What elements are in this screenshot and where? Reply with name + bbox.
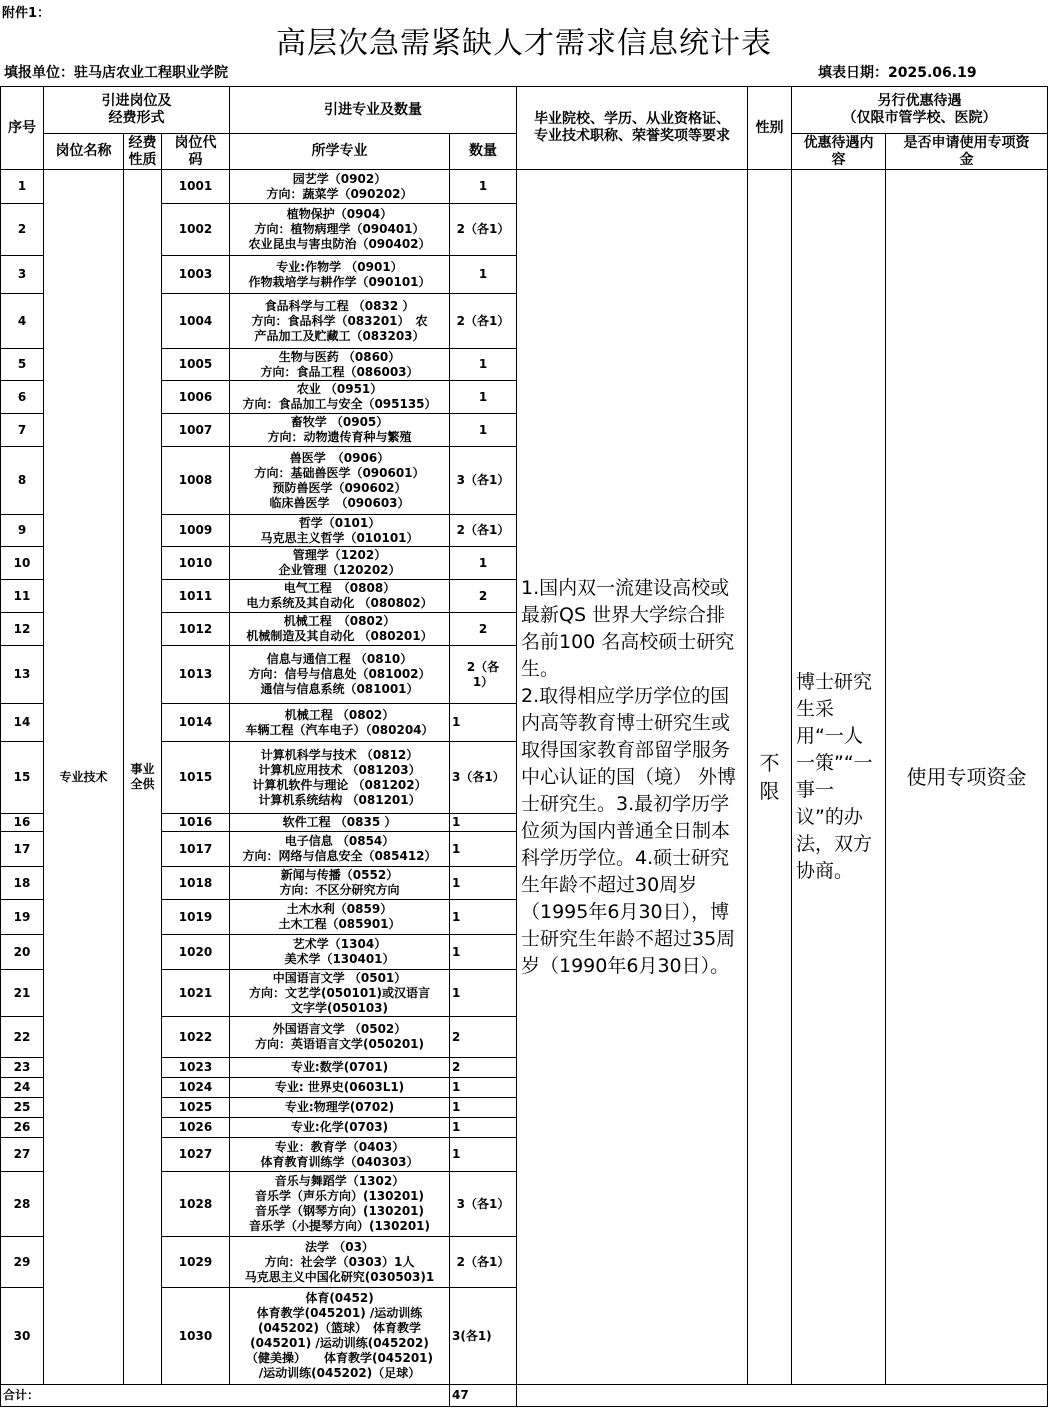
row-count: 2（各1） (450, 515, 517, 547)
row-seq: 21 (1, 970, 44, 1017)
row-seq: 26 (1, 1118, 44, 1138)
row-seq: 19 (1, 900, 44, 935)
row-post-code: 1003 (162, 256, 230, 294)
row-major: 专业：教育学（0403） 体育教育训练学（040303） (230, 1138, 450, 1172)
row-count: 2（各1） (450, 294, 517, 349)
row-seq: 4 (1, 294, 44, 349)
row-major: 专业:作物学 （0901） 作物栽培学与耕作学（090101） (230, 256, 450, 294)
special-fund-cell: 使用专项资金 (886, 170, 1048, 1385)
header-requirements: 毕业院校、学历、从业资格证、 专业技术职称、荣誉奖项等要求 (517, 87, 748, 170)
row-major: 兽医学 （0906） 方向：基础兽医学（090601） 预防兽医学（090602） 临床兽医学 （090603） (230, 447, 450, 515)
row-count: 2 (450, 613, 517, 646)
row-major: 软件工程 （0835 ） (230, 814, 450, 832)
row-seq: 12 (1, 613, 44, 646)
row-major: 艺术学（1304） 美术学（130401） (230, 935, 450, 970)
row-count: 2（各1） (450, 1237, 517, 1288)
row-seq: 13 (1, 646, 44, 704)
row-major: 园艺学（0902） 方向：蔬菜学（090202） (230, 170, 450, 204)
row-post-code: 1019 (162, 900, 230, 935)
row-major: 农业 （0951） 方向：食品加工与安全（095135） (230, 381, 450, 414)
row-major: 新闻与传播（0552） 方向：不区分研究方向 (230, 867, 450, 900)
row-count: 1 (450, 1118, 517, 1138)
total-empty (517, 1385, 1048, 1407)
row-major: 生物与医药 （0860） 方向：食品工程（086003） (230, 349, 450, 381)
row-seq: 6 (1, 381, 44, 414)
funding-cell: 事业 全供 (124, 170, 162, 1385)
attachment-label: 附件1： (2, 6, 51, 21)
row-major: 机械工程 （0802） 机械制造及其自动化 （080201） (230, 613, 450, 646)
row-count: 2（各1） (450, 204, 517, 256)
row-post-code: 1027 (162, 1138, 230, 1172)
row-seq: 16 (1, 814, 44, 832)
row-post-code: 1011 (162, 580, 230, 613)
row-major: 计算机科学与技术 （0812） 计算机应用技术 （081203） 计算机软件与理论 （081202） 计算机系统结构 （081201） (230, 742, 450, 814)
row-count: 1 (450, 256, 517, 294)
header-funding: 经费 性质 (124, 134, 162, 170)
row-post-code: 1010 (162, 547, 230, 580)
row-major: 管理学（1202） 企业管理（120202） (230, 547, 450, 580)
row-post-code: 1006 (162, 381, 230, 414)
row-major: 音乐与舞蹈学（1302） 音乐学（声乐方向）(130201) 音乐学（钢琴方向）(130201) 音乐学（小提琴方向）(130201) (230, 1172, 450, 1237)
header-major-group: 引进专业及数量 (230, 87, 517, 134)
header-post-group: 引进岗位及 经费形式 (44, 87, 230, 134)
row-count: 1 (450, 900, 517, 935)
row-count: 2 (450, 1058, 517, 1078)
row-count: 1 (450, 704, 517, 742)
row-post-code: 1026 (162, 1118, 230, 1138)
total-label: 合计： (1, 1385, 450, 1407)
row-post-code: 1007 (162, 414, 230, 447)
row-count: 1 (450, 832, 517, 867)
fill-date: 填表日期：2025.06.19 (818, 65, 977, 81)
header-seq: 序号 (1, 87, 44, 170)
demand-table (0, 86, 1048, 1407)
requirements-cell: 1.国内双一流建设高校或最新QS 世界大学综合排名前100 名高校硕士研究生。 2.取得相应学历学位的国内高等教育博士研究生或取得国家教育部留学服务中心认证的国（境） 外博士研究生。3.最初学历学位须为国内普通全日制本科学历学位。4.硕士研究生年龄不超过30周岁（1995年6月30日），博士研究生年龄不超过35周岁（1990年6月30日）。 (517, 170, 748, 1385)
page-title: 高层次急需紧缺人才需求信息统计表 (276, 26, 772, 61)
table-row (1, 170, 1048, 204)
row-seq: 28 (1, 1172, 44, 1237)
total-value: 47 (450, 1385, 517, 1407)
gender-cell: 不 限 (748, 170, 792, 1385)
row-post-code: 1021 (162, 970, 230, 1017)
row-post-code: 1025 (162, 1098, 230, 1118)
row-seq: 9 (1, 515, 44, 547)
row-seq: 3 (1, 256, 44, 294)
row-count: 3（各1） (450, 742, 517, 814)
row-count: 1 (450, 381, 517, 414)
row-count: 1 (450, 170, 517, 204)
row-post-code: 1015 (162, 742, 230, 814)
header-special-fund: 是否申请使用专项资 金 (886, 134, 1048, 170)
row-post-code: 1004 (162, 294, 230, 349)
row-post-code: 1020 (162, 935, 230, 970)
row-post-code: 1014 (162, 704, 230, 742)
row-seq: 1 (1, 170, 44, 204)
row-count: 3（各1） (450, 1172, 517, 1237)
header-benefit-group: 另行优惠待遇 （仅限市管学校、医院） (792, 87, 1048, 134)
row-major: 中国语言文学 （0501） 方向：文艺学(050101)或汉语言 文字学(050103) (230, 970, 450, 1017)
row-major: 法学 （03） 方向：社会学（0303）1人 马克思主义中国化研究(030503)1 (230, 1237, 450, 1288)
row-major: 电气工程 （0808） 电力系统及其自动化 （080802） (230, 580, 450, 613)
row-post-code: 1017 (162, 832, 230, 867)
row-seq: 15 (1, 742, 44, 814)
header-benefit-content: 优惠待遇内 容 (792, 134, 886, 170)
row-seq: 14 (1, 704, 44, 742)
row-seq: 20 (1, 935, 44, 970)
row-post-code: 1024 (162, 1078, 230, 1098)
row-post-code: 1018 (162, 867, 230, 900)
row-count: 2（各 1） (450, 646, 517, 704)
row-count: 1 (450, 547, 517, 580)
row-count: 1 (450, 1098, 517, 1118)
row-seq: 29 (1, 1237, 44, 1288)
row-seq: 30 (1, 1288, 44, 1385)
row-seq: 23 (1, 1058, 44, 1078)
row-seq: 22 (1, 1017, 44, 1058)
row-count: 1 (450, 970, 517, 1017)
row-post-code: 1005 (162, 349, 230, 381)
row-seq: 17 (1, 832, 44, 867)
header-post-code: 岗位代 码 (162, 134, 230, 170)
row-seq: 27 (1, 1138, 44, 1172)
row-post-code: 1029 (162, 1237, 230, 1288)
row-count: 1 (450, 814, 517, 832)
row-post-code: 1028 (162, 1172, 230, 1237)
row-post-code: 1022 (162, 1017, 230, 1058)
row-count: 2 (450, 1017, 517, 1058)
row-count: 1 (450, 1138, 517, 1172)
row-major: 信息与通信工程 （0810） 方向：信号与信息处（081002） 通信与信息系统（081001） (230, 646, 450, 704)
row-post-code: 1009 (162, 515, 230, 547)
header-post-name: 岗位名称 (44, 134, 124, 170)
row-major: 食品科学与工程 （0832 ） 方向：食品科学（083201） 农 产品加工及贮藏工（083203） (230, 294, 450, 349)
row-count: 1 (450, 935, 517, 970)
row-post-code: 1008 (162, 447, 230, 515)
row-seq: 2 (1, 204, 44, 256)
row-count: 1 (450, 1078, 517, 1098)
row-major: 机械工程 （0802） 车辆工程（汽车电子）（080204） (230, 704, 450, 742)
row-major: 专业:数学(0701) (230, 1058, 450, 1078)
row-count: 2 (450, 580, 517, 613)
row-seq: 25 (1, 1098, 44, 1118)
row-post-code: 1030 (162, 1288, 230, 1385)
row-major: 专业:化学(0703) (230, 1118, 450, 1138)
row-post-code: 1002 (162, 204, 230, 256)
row-count: 3（各1） (450, 447, 517, 515)
row-major: 专业:物理学(0702) (230, 1098, 450, 1118)
row-major: 土木水利（0859） 土木工程（085901） (230, 900, 450, 935)
row-count: 1 (450, 349, 517, 381)
row-seq: 10 (1, 547, 44, 580)
row-seq: 18 (1, 867, 44, 900)
reporting-unit: 填报单位：驻马店农业工程职业学院 (4, 65, 228, 81)
row-major: 哲学（0101） 马克思主义哲学（010101） (230, 515, 450, 547)
row-major: 植物保护（0904） 方向：植物病理学（090401） 农业昆虫与害虫防治（090402） (230, 204, 450, 256)
benefit-content-cell: 博士研究生采用“一人一策”“一事一议”的办法，双方协商。 (792, 170, 886, 1385)
row-count: 1 (450, 867, 517, 900)
row-major: 外国语言文学 （0502） 方向：英语语言文学(050201) (230, 1017, 450, 1058)
row-post-code: 1023 (162, 1058, 230, 1078)
row-major: 电子信息 （0854） 方向：网络与信息安全（085412） (230, 832, 450, 867)
row-post-code: 1001 (162, 170, 230, 204)
row-major: 体育(0452) 体育教学(045201) /运动训练 (045202)（篮球） 体育教学 (045201) /运动训练(045202) （健美操） 体育教学(045201) /运动训练(045202)（足球） (230, 1288, 450, 1385)
row-seq: 8 (1, 447, 44, 515)
header-major: 所学专业 (230, 134, 450, 170)
row-seq: 24 (1, 1078, 44, 1098)
post-name-cell: 专业技术 (44, 170, 124, 1385)
row-seq: 5 (1, 349, 44, 381)
row-seq: 11 (1, 580, 44, 613)
row-post-code: 1012 (162, 613, 230, 646)
row-post-code: 1013 (162, 646, 230, 704)
row-seq: 7 (1, 414, 44, 447)
row-count: 1 (450, 414, 517, 447)
row-major: 畜牧学 （0905） 方向：动物遗传育种与繁殖 (230, 414, 450, 447)
header-count: 数量 (450, 134, 517, 170)
row-count: 3(各1) (450, 1288, 517, 1385)
row-post-code: 1016 (162, 814, 230, 832)
header-gender: 性别 (748, 87, 792, 170)
row-major: 专业: 世界史(0603L1) (230, 1078, 450, 1098)
total-row (1, 1385, 1048, 1407)
